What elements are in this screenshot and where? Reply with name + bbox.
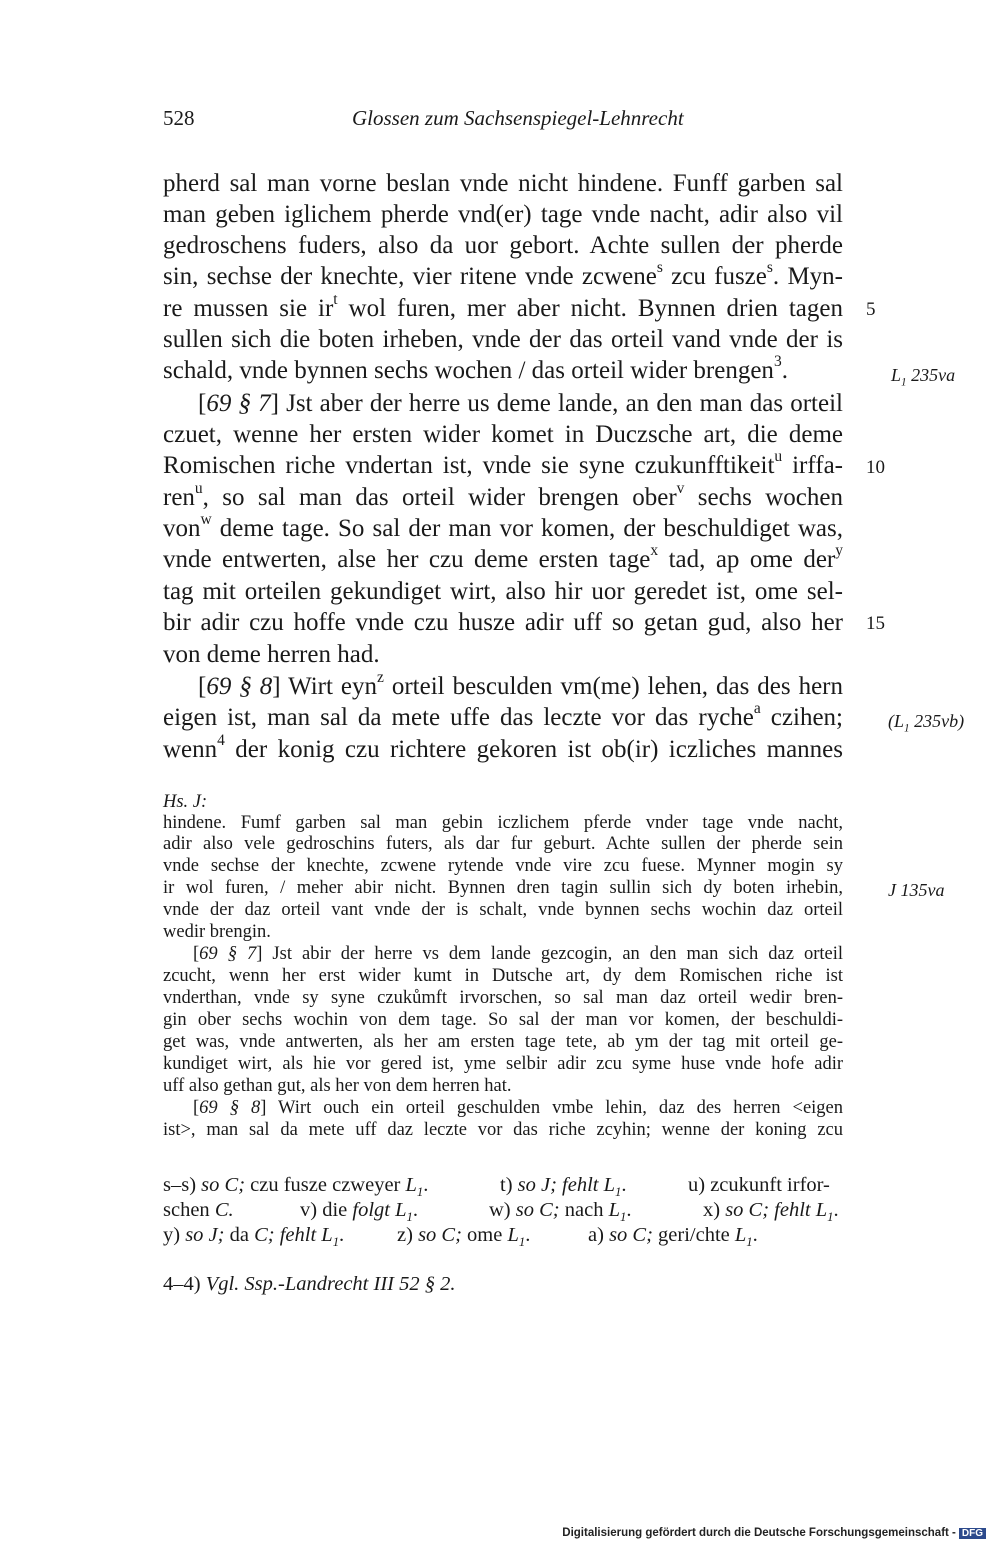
ms-line: kundiget wirt, als hie vor gered ist, yme selbir adir zcu syme huse vnde hofe adir: [163, 1054, 843, 1074]
text-line: re mussen sie $ir^t$ wol furen, mer aber nicht. Bynnen drien tagen: [163, 291, 843, 322]
footnote-line: [163, 1174, 429, 1200]
text-line: Romischen riche vndertan ist, vnde sie syne czukunfftikeit$^u$ irffa-: [163, 448, 843, 479]
footnote-u: u) zcukunft irfor-: [688, 1174, 830, 1196]
ms-line: ist>, man sal da mete uff daz leczte vor das riche zcyhin; wenne der koning zcu: [163, 1120, 843, 1140]
text-line: ren$^u$, so sal man das orteil wider brengen ober$^v$ sechs wochen: [163, 480, 843, 511]
ms-line: gin ober sechs wochin von dem tage. So sal der man vor komen, der beschuldi-: [163, 1010, 843, 1030]
ms-line: vnderthan, vnde sy syne czukůmft irvorschen, so sal man daz orteil wedir bren-: [163, 988, 843, 1008]
text-line: man geben iglichem pherde vnd(er) tage vnde nacht, adir also vil: [163, 201, 843, 228]
text-line: [69 § 7] Jst aber der herre us deme lande, an den man das orteil: [198, 390, 843, 417]
dfg-logo: DFG: [959, 1528, 986, 1539]
footnote-u-cont: schen C.: [163, 1199, 234, 1221]
text-line: sin, sechse der knechte, vier ritene vnde zcwene$^s$ zcu fusze$^s$. Myn-: [163, 259, 844, 290]
ms-line: vnde der daz orteil vant vnde der is schalt, vnde bynnen sechs wochin daz orteil: [163, 900, 843, 920]
text-line: wenn$^4$ der konig czu richtere gekoren ist ob(ir) iczliches mannes: [163, 732, 843, 763]
footnote-z: z) so C; ome $L_1$.: [397, 1224, 531, 1250]
ms-line: get was, vnde antwerten, als her am ersten tage tete, ab ym der tag mit orteil ge-: [163, 1032, 843, 1052]
line-number: 5: [866, 299, 876, 320]
text-line: [69 § 8] Wirt eyn$^z$ orteil besculden vm(me) lehen, das des hern: [198, 669, 843, 700]
text-line: czuet, wenne her ersten wider komet in Duczsche art, die deme: [163, 421, 843, 448]
line-number: 10: [866, 457, 885, 478]
running-title: Glossen zum Sachsenspiegel-Lehnrecht: [352, 106, 684, 130]
footnote-x: x) so C; fehlt $L_1$.: [703, 1199, 839, 1225]
line-number: 15: [866, 613, 885, 634]
ms-line: [69 § 8] Wirt ouch ein orteil geschulden vmbe lehin, daz des herren <eigen: [193, 1098, 844, 1118]
text-line: von$^w$ deme tage. So sal der man vor komen, der beschuldiget was,: [163, 511, 843, 542]
manuscript-heading: Hs. J:: [163, 792, 208, 812]
text-line: bir adir czu hoffe vnde czu husze adir uff so getan gud, also her: [163, 609, 843, 636]
footnote-t: t) so J; fehlt $L_1$.: [500, 1174, 627, 1200]
text-line: pherd sal man vorne beslan vnde nicht hindene. Funff garben sal: [163, 170, 843, 197]
text-line: gedroschens fuders, also da uor gebort. Achte sullen der pherde: [163, 232, 843, 259]
text-line: sullen sich die boten irheben, vnde der das orteil vand vnde der is: [163, 326, 843, 353]
ms-line: hindene. Fumf garben sal man gebin iczlichem pferde vnder tage vnde nacht,: [163, 813, 843, 833]
folio-mark: $L_1$ 235va: [891, 365, 956, 389]
text-line: eigen ist, man sal da mete uffe das leczte vor das ryche$^a$ czihen;: [163, 700, 843, 731]
ms-line: [69 § 7] Jst abir der herre vs dem lande gezcogin, an den man sich daz orteil: [193, 944, 843, 964]
ms-line: ir wol furen, / meher abir nicht. Bynnen dren tagin sullin sich dy boten irhebin,: [163, 878, 843, 898]
ms-line: adir also vele gedroschins futers, als dar fur geburt. Achte sullen der pherde sein: [163, 834, 843, 854]
footnote-y: y) so J; da C; fehlt $L_1$.: [163, 1224, 345, 1250]
ms-line: zcucht, wenn her erst wider kumt in Dutsche art, dy dem Romischen riche ist: [163, 966, 843, 986]
ms-line: wedir brengin.: [163, 922, 271, 942]
folio-mark: ($L_1$ 235vb): [888, 711, 965, 735]
footnote-v: v) die folgt $L_1$.: [300, 1199, 418, 1225]
text-line: von deme herren had.: [163, 641, 380, 668]
footnote-4: 4–4) Vgl. Ssp.-Landrecht III 52 § 2.: [163, 1273, 456, 1295]
funding-notice: Digitalisierung gefördert durch die Deutsche Forschungsgemeinschaft - DFG: [562, 1527, 986, 1539]
ms-line: vnde sechse der knechte, zcwene rytende vnde vire zcu fuese. Mynner mogin sy: [163, 856, 843, 876]
footnote-w: w) so C; nach $L_1$.: [489, 1199, 632, 1225]
text-line: tag mit orteilen gekundiget wirt, also hir uor geredet ist, ome sel-: [163, 578, 843, 605]
text-line: vnde entwerten, alse her czu deme ersten tage$^x$ tad, ap ome der$^y$: [163, 542, 843, 573]
text-line: schald, vnde bynnen sechs wochen / das orteil wider brengen$^3$.: [163, 353, 788, 384]
folio-mark: J 135va: [888, 880, 945, 900]
page-number: 528: [163, 106, 195, 130]
ms-line: uff also gethan gut, als her von dem herren hat.: [163, 1076, 512, 1096]
footnote-s: s–s) so C; czu fusze czweyer $L_1$.: [163, 1174, 429, 1200]
footnote-a: a) so C; geri/chte $L_1$.: [588, 1224, 758, 1250]
